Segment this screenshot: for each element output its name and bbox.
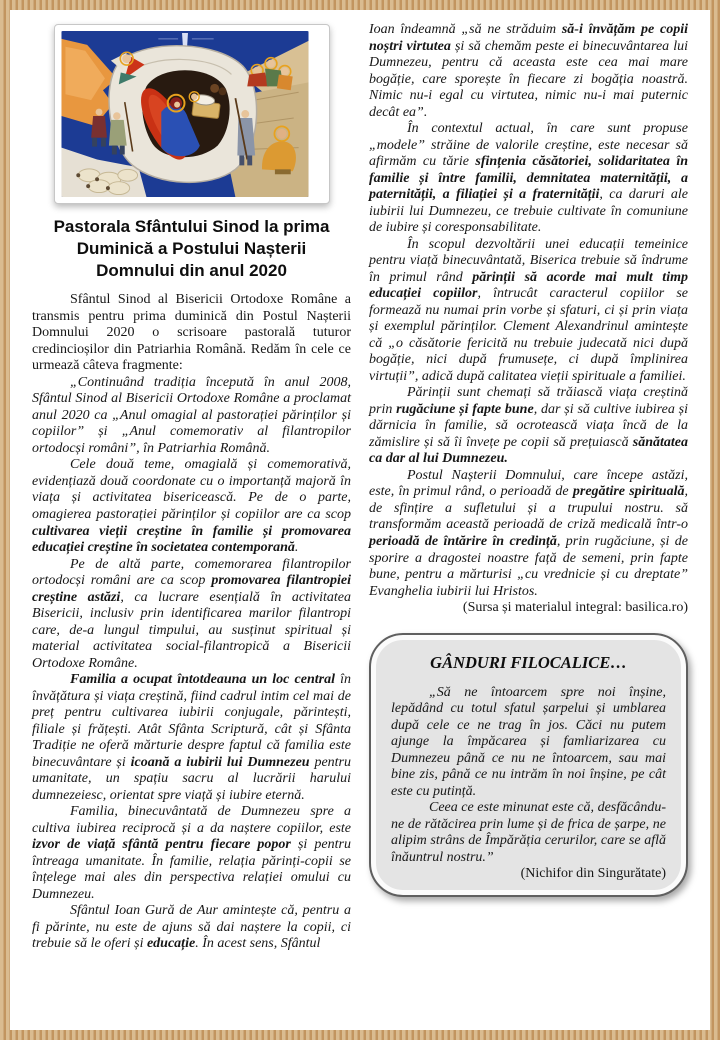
text-run: În contextul actual, în care sunt propuse „modele” străine de valorile creștine, este necesar să afirmăm cu tărie bbox=[369, 121, 688, 170]
text-run: Ceea ce este minunat este că, desfăcându-ne de rătăcirea prin lume și de frica de șarpe, ne alipim strâns de Împărăția cerurilor, care se află înăuntrul nostru.” bbox=[391, 800, 666, 865]
text-run: Ioan îndeamnă „să ne străduim bbox=[369, 22, 562, 37]
paragraph bbox=[369, 237, 688, 386]
filocalice-box bbox=[369, 633, 688, 897]
text-run: În scopul dezvoltării unei educații temeinice pentru viață binecuvântată, Biserica trebuie să îndrume în primul rând bbox=[369, 236, 688, 285]
text-run: Pe de altă parte, comemorarea filantropilor ortodocși români are ca scop bbox=[32, 556, 351, 589]
paragraph bbox=[32, 903, 351, 953]
text-run: Sfântul Sinod al Bisericii Ortodoxe Române a transmis pentru prima duminică din Postul Nașterii Domnului 2020 o scrisoare pastorală tuturor credincioșilor din Patriarhia Română. Redăm în cele ce urmează câteva fragmente: bbox=[32, 292, 351, 374]
text-run: (Sursa și materialul integral: basilica.ro) bbox=[462, 600, 688, 616]
nativity-image-frame bbox=[54, 24, 330, 204]
text-run: „Să ne întoarcem spre noi înșine, lepădând cu totul sfatul șarpelui și umblarea după cele ce ne trag în jos. Căci nu putem ajunge la împăcarea și famliarizarea cu Dumnezeu până ce nu ne întoarcem, sau mai bine zis, până ce nu intrăm în noi înșine, pe cât este cu putință. bbox=[391, 684, 666, 799]
article-body-right bbox=[369, 22, 688, 617]
text-run-bold: izvor de viață sfântă pentru fiecare popor bbox=[32, 837, 291, 853]
text-run: , ca daruri ale iubirii lui Dumnezeu, ce trebuie cultivate în comuniune de iubire și coresponsabilitate. bbox=[369, 187, 689, 236]
paragraph bbox=[391, 866, 666, 883]
text-run-bold: perioadă de întărire în credință bbox=[369, 533, 557, 549]
paragraph bbox=[369, 121, 688, 237]
paragraph bbox=[32, 804, 351, 903]
page bbox=[10, 10, 710, 1030]
text-run: Postul Nașterii Domnului, care începe astăzi, este, în primul rând, o perioadă de bbox=[369, 467, 688, 500]
text-run-bold: sfințenia căsătoriei, solidaritatea în familie și între familii, demnitatea maternității, a paternității, a filiației și a fraternității bbox=[369, 154, 688, 203]
text-run: , întrucât caracterul copiilor se formează nu numai prin vorbe și sfaturi, ci și prin viața și exemplul părinților. Clement Alexandrinul amintește că „o căsătorie fericită nu trebuie judecată nici după bogăție, nici după frumusețe, ci după împlinirea virtuții”, adică după calitatea vieții spirituale a familiei. bbox=[369, 286, 688, 384]
paragraph bbox=[369, 22, 688, 121]
text-run: în învățătura și viața creștină, fiind cadrul intim cel mai de preț pentru cultivarea iubirii conjugale, părintești, filiale și frățești. Atât Sfânta Scriptură, cât și Sfânta Tradiție ne oferă mărturie despre faptul că familia este binecuvântare și bbox=[32, 672, 351, 770]
text-run-bold: rugăciune și fapte bune bbox=[396, 401, 534, 417]
text-run: . În acest sens, Sfântul bbox=[195, 936, 321, 952]
text-run-bold: icoană a iubirii lui Dumnezeu bbox=[130, 754, 310, 770]
paragraph bbox=[32, 557, 351, 673]
text-run-bold: cultivarea vieții creștine în familie și promovarea educației creștine în societatea contemporană bbox=[32, 523, 351, 556]
nativity-icon bbox=[61, 31, 309, 197]
text-run: (Nichifor din Singurătate) bbox=[520, 866, 666, 882]
filocalice-title: GÂNDURI FILOCALICE… bbox=[430, 652, 627, 672]
text-run: , dar și să cultive iubirea și dărnicia în familie, să ocrotească viața încă de la zămislire și să îi învețe pe copii să prețuiască bbox=[369, 401, 688, 450]
text-run-bold: educație bbox=[146, 936, 196, 952]
filocalice-body bbox=[391, 685, 666, 883]
paragraph bbox=[32, 672, 351, 804]
paragraph bbox=[32, 292, 351, 375]
paragraph bbox=[391, 800, 666, 866]
text-run: Părinții sunt chemați să trăiască viața creștină prin bbox=[369, 385, 688, 417]
text-run-bold: părinții să acorde mai mult timp educației copiilor bbox=[369, 269, 688, 302]
text-run: Cele două teme, omagială și comemorativă, evidențiază două coordonate cu o importanță majoră în viața și activitatea bisericească. Pe de o parte, omagierea pastorației părinților și copiilor are ca scop bbox=[32, 457, 351, 522]
paragraph bbox=[32, 457, 351, 556]
text-run-bold: promovarea filantropiei creștine astăzi bbox=[32, 573, 351, 605]
text-run-bold: Familia a ocupat întotdeauna un loc central bbox=[70, 672, 335, 688]
text-run: și pentru întreaga umanitate. În familie, relația părinți-copii se înțelege mai ales din perspectiva relației omului cu Dumnezeu. bbox=[32, 837, 351, 902]
paragraph bbox=[369, 600, 688, 617]
paragraph bbox=[391, 685, 666, 801]
text-run: Sfântul Ioan Gură de Aur amintește că, pentru a fi părinte, nu este de ajuns să dai naștere la copii, ci trebuie să le oferi și bbox=[32, 903, 351, 952]
left-column bbox=[32, 22, 351, 1020]
text-run: Familia, binecuvântată de Dumnezeu spre a cultiva iubirea reciprocă și a da naștere copiilor, este bbox=[32, 804, 351, 836]
text-run-bold: sănătatea ca dar al lui Dumnezeu. bbox=[369, 434, 688, 467]
text-run-bold: pregătire spirituală bbox=[572, 484, 685, 500]
article-body-left bbox=[32, 292, 351, 953]
text-run: . bbox=[294, 540, 299, 556]
text-run: , ca lucrare esențială în activitatea Bisericii, inclusiv prin identificarea marilor filantropi care, de-a lungul timpului, au susținut spiritual și material activitatea social-filantropică a Bisericii Ortodoxe Române. bbox=[32, 589, 351, 671]
paragraph bbox=[369, 468, 688, 600]
text-run-bold: să-i învățăm pe copii noștri virtutea bbox=[369, 22, 688, 54]
paragraph bbox=[32, 375, 351, 458]
text-run: și să chemăm peste ei binecuvântarea lui Dumnezeu, pentru că aceasta este cea mai mare bogăție, care sporește în fiecare zi bogăția noastră. Nimic nu-i egal cu virtutea, nimic nu-i mai puternic decât ea”. bbox=[369, 38, 688, 120]
text-run: pentru umanitate, un spațiu sacru al lucrării harului dumnezeiesc, orientat spre viață și iubire eternă. bbox=[32, 754, 352, 803]
article-title: Pastorala Sfântului Sinod la prima Duminică a Postului Nașterii Domnului din anul 2020 bbox=[53, 217, 330, 281]
text-run: , prin rugăciune, și de sporire a dragostei noastre față de semeni, prin fapte bune, pentru a mărturisi „cu vrednicie și cu dreptate” Evanghelia iubirii lui Hristos. bbox=[369, 533, 689, 599]
text-run: „Continuând tradiția începută în anul 2008, Sfântul Sinod al Bisericii Ortodoxe Române a proclamat anul 2020 ca „Anul omagial al pastorației părinților și copiilor” și „Anul comemorativ al filantropilor ortodocși români”, în Patriarhia Română. bbox=[32, 374, 351, 456]
right-column bbox=[369, 22, 688, 1020]
text-run: , de sfințire a sufletului și a trupului nostru. să transformăm această perioadă de criză medicală într-o bbox=[369, 484, 688, 533]
paragraph bbox=[369, 385, 688, 468]
